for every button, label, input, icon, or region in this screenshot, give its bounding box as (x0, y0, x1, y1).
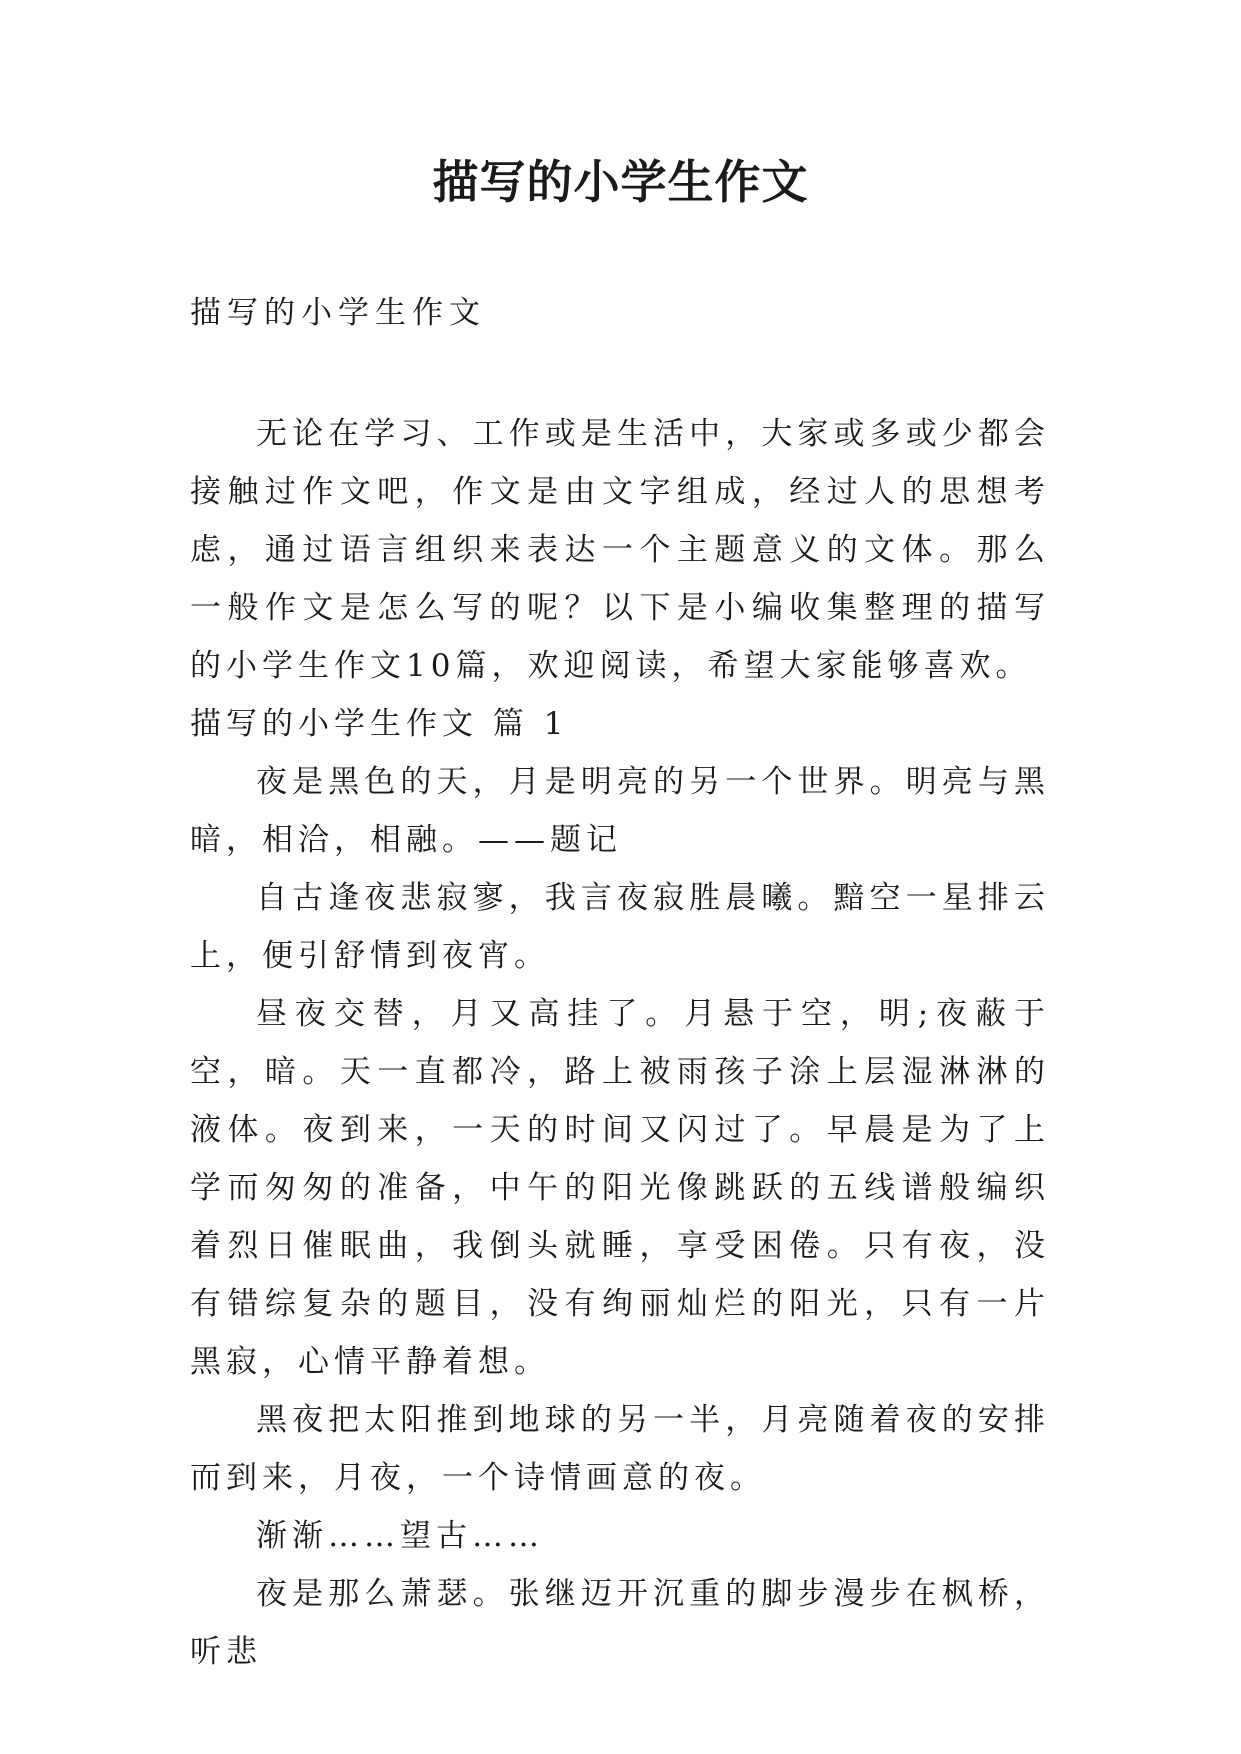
body-paragraph: 渐渐……望古…… (256, 1518, 544, 1554)
document-subtitle: 描写的小学生作文 (190, 295, 486, 331)
body-paragraph: 夜是黑色的天，月是明亮的另一个世界。明亮与黑暗，相洽，相融。——题记 (190, 764, 1050, 858)
body-paragraph: 黑夜把太阳推到地球的另一半，月亮随着夜的安排而到来，月夜，一个诗情画意的夜。 (190, 1402, 1050, 1496)
intro-paragraph: 无论在学习、工作或是生活中，大家或多或少都会接触过作文吧，作文是由文字组成，经过人的思想考虑，通过语言组织来表达一个主题意义的文体。那么一般作文是怎么写的呢？以下是小编收集整理的描写的小学生作文10篇，欢迎阅读，希望大家能够喜欢。 (190, 416, 1050, 684)
document-title: 描写的小学生作文 (432, 155, 809, 209)
body-paragraph: 自古逢夜悲寂寥，我言夜寂胜晨曦。黯空一星排云上，便引舒情到夜宵。 (190, 880, 1050, 974)
body-paragraph: 夜是那么萧瑟。张继迈开沉重的脚步漫步在枫桥，听悲 (190, 1576, 1050, 1670)
document-body (190, 405, 1050, 1681)
body-paragraph: 昼夜交替，月又高挂了。月悬于空，明;夜蔽于空，暗。天一直都冷，路上被雨孩子涂上层湿淋淋的液体。夜到来，一天的时间又闪过了。早晨是为了上学而匆匆的准备，中午的阳光像跳跃的五线谱般编织着烈日催眠曲，我倒头就睡，享受困倦。只有夜，没有错综复杂的题目，没有绚丽灿烂的阳光，只有一片黑寂，心情平静着想。 (190, 996, 1050, 1380)
section-heading: 描写的小学生作文 篇 1 (190, 706, 569, 742)
